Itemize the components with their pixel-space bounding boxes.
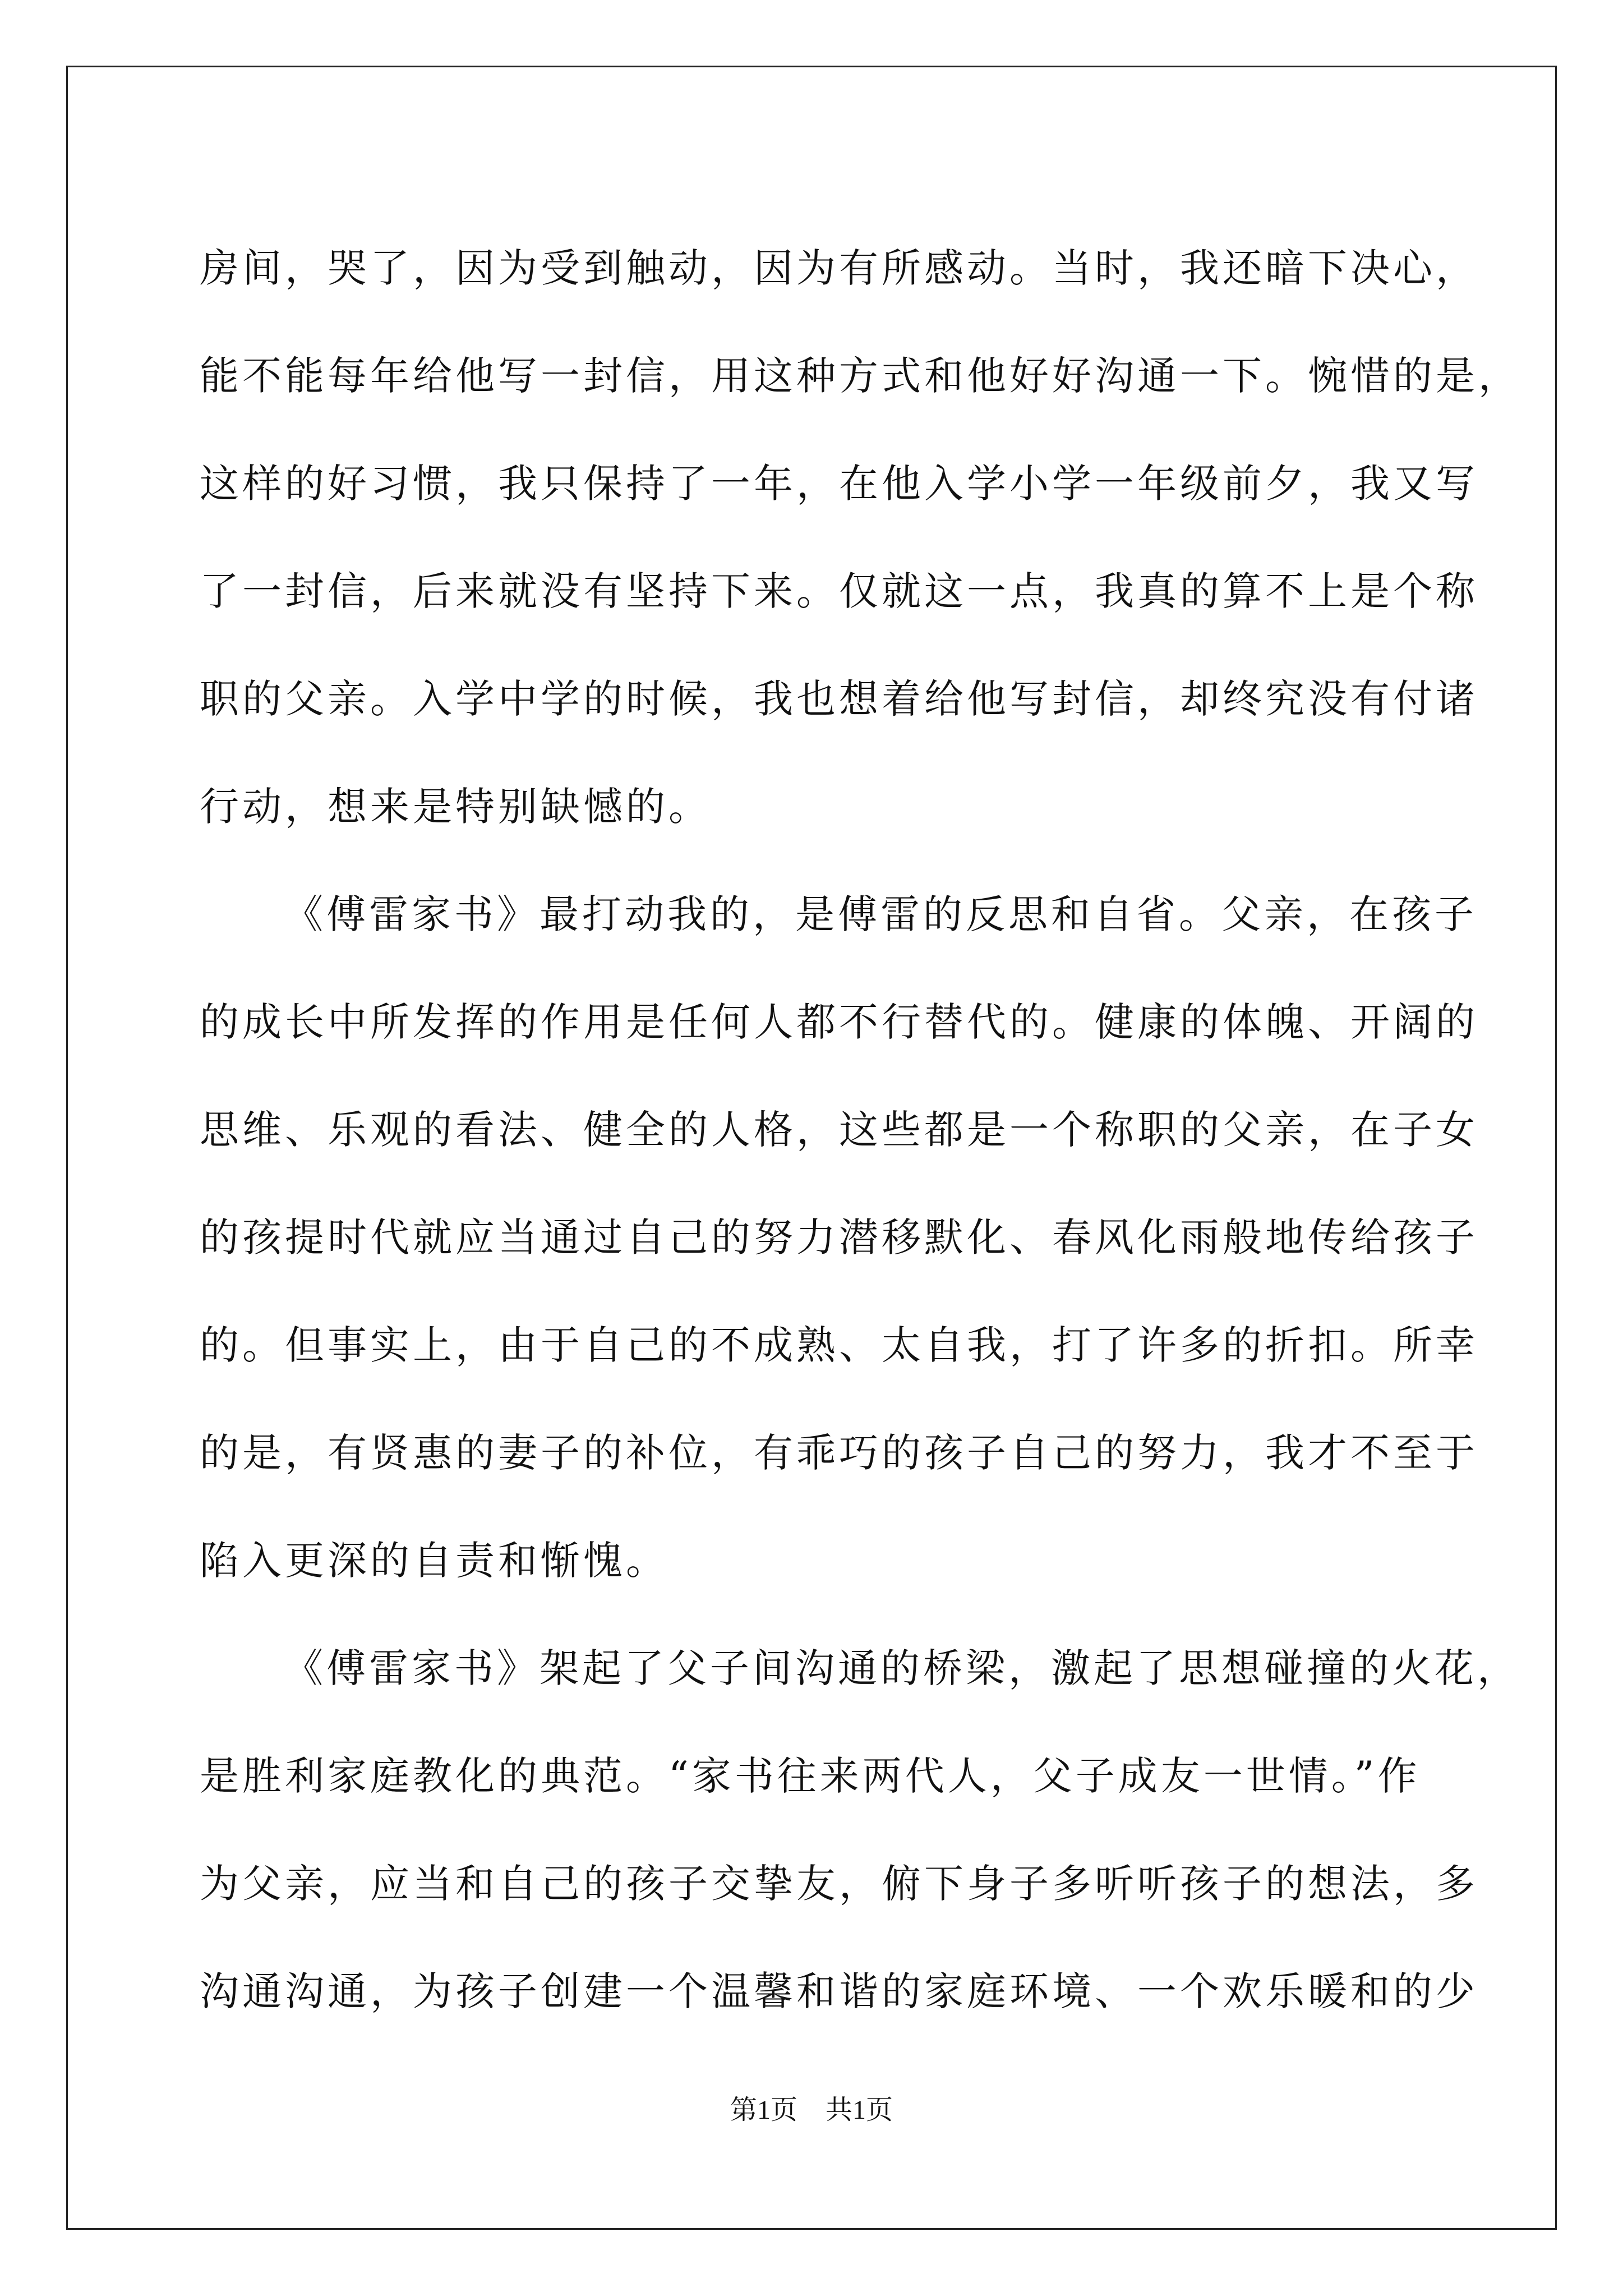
text-line: 行动，想来是特别缺憾的。	[200, 784, 711, 830]
paragraph-3	[200, 1614, 1520, 2045]
text-line: 《傅雷家书》最打动我的，是傅雷的反思和自省。父亲，在孩子	[284, 891, 1477, 937]
text-line: 的。但事实上，由于自己的不成熟、太自我，打了许多的折扣。所幸	[200, 1322, 1478, 1368]
page-footer	[0, 2093, 1623, 2127]
text-line: 《傅雷家书》架起了父子间沟通的桥梁，激起了思想碰撞的火花，	[284, 1645, 1520, 1691]
document-body	[200, 214, 1521, 2045]
text-line: 的孩提时代就应当通过自己的努力潜移默化、春风化雨般地传给孩子	[200, 1214, 1478, 1260]
text-line: 沟通沟通，为孩子创建一个温馨和谐的家庭环境、一个欢乐暖和的少	[200, 1968, 1478, 2014]
page-number: 第1页	[730, 2095, 797, 2125]
text-line: 是胜利家庭教化的典范。“家书往来两代人，父子成友一世情。”作	[200, 1753, 1421, 1799]
text-line: 为父亲，应当和自己的孩子交挚友，俯下身子多听听孩子的想法，多	[200, 1861, 1478, 1907]
page-total: 共1页	[826, 2095, 893, 2125]
paragraph-1	[200, 214, 1521, 861]
text-line: 房间，哭了，因为受到触动，因为有所感动。当时，我还暗下决心，	[200, 245, 1478, 291]
text-line: 的是，有贤惠的妻子的补位，有乖巧的孩子自己的努力，我才不至于	[200, 1430, 1478, 1476]
text-line: 职的父亲。入学中学的时候，我也想着给他写封信，却终究没有付诸	[200, 676, 1478, 722]
text-line: 能不能每年给他写一封信，用这种方式和他好好沟通一下。惋惜的是，	[200, 353, 1521, 399]
paragraph-2	[200, 861, 1478, 1614]
text-line: 这样的好习惯，我只保持了一年，在他入学小学一年级前夕，我又写	[200, 461, 1478, 507]
text-line: 陷入更深的自责和惭愧。	[200, 1538, 668, 1584]
text-line: 的成长中所发挥的作用是任何人都不行替代的。健康的体魄、开阔的	[200, 999, 1478, 1045]
text-line: 了一封信，后来就没有坚持下来。仅就这一点，我真的算不上是个称	[200, 568, 1478, 614]
text-line: 思维、乐观的看法、健全的人格，这些都是一个称职的父亲，在子女	[200, 1107, 1478, 1153]
